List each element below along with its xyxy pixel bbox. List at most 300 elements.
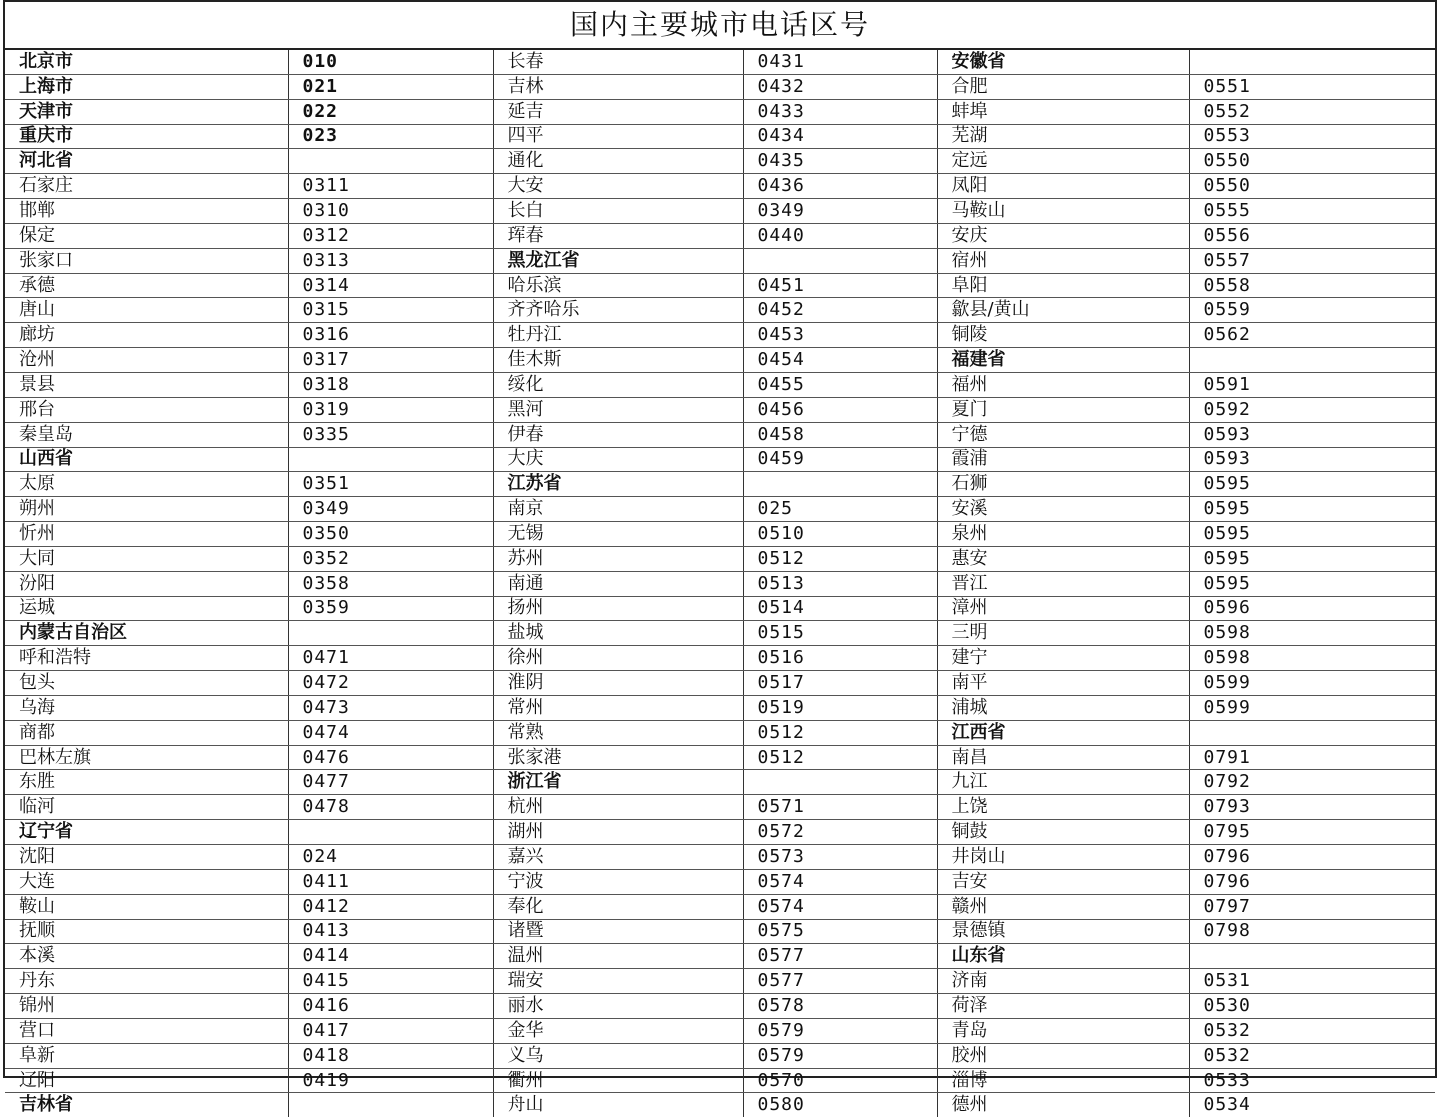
city-name-cell: 丽水 (493, 994, 743, 1019)
city-name-cell: 佳木斯 (493, 348, 743, 373)
area-code-cell: 0555 (1189, 199, 1435, 224)
table-row (5, 1043, 1435, 1068)
city-name-cell: 忻州 (5, 522, 288, 547)
area-code-cell: 0532 (1189, 1043, 1435, 1068)
city-name-cell: 芜湖 (937, 124, 1189, 149)
table-row (5, 348, 1435, 373)
area-code-cell (288, 1093, 493, 1117)
table-row (5, 695, 1435, 720)
table-row (5, 472, 1435, 497)
area-code-cell: 0550 (1189, 149, 1435, 174)
area-code-cell: 0579 (743, 1018, 937, 1043)
area-code-cell: 0473 (288, 695, 493, 720)
table-row (5, 994, 1435, 1019)
area-code-cell: 0415 (288, 969, 493, 994)
area-code-cell: 025 (743, 497, 937, 522)
city-name-cell: 金华 (493, 1018, 743, 1043)
city-name-cell: 青岛 (937, 1018, 1189, 1043)
table-row (5, 1068, 1435, 1093)
region-header-cell: 河北省 (5, 149, 288, 174)
table-row (5, 944, 1435, 969)
area-code-cell: 0593 (1189, 422, 1435, 447)
city-name-cell: 赣州 (937, 894, 1189, 919)
table-row (5, 894, 1435, 919)
city-name-cell: 阜阳 (937, 273, 1189, 298)
city-name-cell: 商都 (5, 720, 288, 745)
city-name-cell: 宁波 (493, 869, 743, 894)
city-name-cell: 歙县/黄山 (937, 298, 1189, 323)
city-name-cell: 锦州 (5, 994, 288, 1019)
region-header-cell: 辽宁省 (5, 820, 288, 845)
area-code-cell: 0595 (1189, 571, 1435, 596)
city-name-cell: 大连 (5, 869, 288, 894)
area-code-cell: 0552 (1189, 99, 1435, 124)
city-name-cell: 安溪 (937, 497, 1189, 522)
area-code-cell: 0577 (743, 969, 937, 994)
sheet-title: 国内主要城市电话区号 (5, 2, 1435, 50)
area-code-cell: 0795 (1189, 820, 1435, 845)
city-name-cell: 义乌 (493, 1043, 743, 1068)
region-header-cell: 黑龙江省 (493, 248, 743, 273)
area-code-cell: 0592 (1189, 397, 1435, 422)
city-name-cell: 徐州 (493, 646, 743, 671)
area-code-cell (288, 621, 493, 646)
area-code-cell: 0512 (743, 720, 937, 745)
city-name-cell: 大安 (493, 174, 743, 199)
city-name-cell: 运城 (5, 596, 288, 621)
area-code-cell: 0453 (743, 323, 937, 348)
area-code-cell: 0580 (743, 1093, 937, 1117)
table-row (5, 223, 1435, 248)
city-name-cell: 三明 (937, 621, 1189, 646)
city-name-cell: 九江 (937, 770, 1189, 795)
area-code-cell: 0796 (1189, 869, 1435, 894)
table-row (5, 795, 1435, 820)
table-row (5, 596, 1435, 621)
city-name-cell: 丹东 (5, 969, 288, 994)
area-code-cell: 0314 (288, 273, 493, 298)
table-row (5, 770, 1435, 795)
area-code-cell: 0792 (1189, 770, 1435, 795)
area-code-cell: 0532 (1189, 1018, 1435, 1043)
table-row (5, 74, 1435, 99)
city-name-cell: 舟山 (493, 1093, 743, 1117)
table-row (5, 720, 1435, 745)
city-name-cell: 盐城 (493, 621, 743, 646)
area-code-cell: 0316 (288, 323, 493, 348)
area-code-cell: 0534 (1203, 1094, 1251, 1116)
region-header-cell: 上海市 (5, 74, 288, 99)
table-row (5, 199, 1435, 224)
area-code-cell: 0476 (288, 745, 493, 770)
area-code-cell: 0477 (288, 770, 493, 795)
area-code-cell: 0431 (743, 50, 937, 74)
table-row (5, 174, 1435, 199)
area-code-cell: 0349 (743, 199, 937, 224)
city-name-cell: 浦城 (937, 695, 1189, 720)
region-header-cell: 天津市 (5, 99, 288, 124)
area-code-cell: 0313 (288, 248, 493, 273)
area-code-cell (743, 248, 937, 273)
city-name-cell: 保定 (5, 223, 288, 248)
area-code-cell: 0591 (1189, 372, 1435, 397)
city-name-cell: 铜鼓 (937, 820, 1189, 845)
area-code-cell (743, 770, 937, 795)
table-row (5, 248, 1435, 273)
city-name-cell: 井岗山 (937, 845, 1189, 870)
city-name-cell: 本溪 (5, 944, 288, 969)
table-row (5, 298, 1435, 323)
area-code-cell: 0335 (288, 422, 493, 447)
table-row (5, 447, 1435, 472)
table-row (5, 149, 1435, 174)
area-code-cell: 0351 (288, 472, 493, 497)
area-code-cell: 0797 (1189, 894, 1435, 919)
area-code-cell: 0456 (743, 397, 937, 422)
area-code-cell (288, 820, 493, 845)
region-header-cell: 山西省 (5, 447, 288, 472)
city-name-cell: 宿州 (937, 248, 1189, 273)
area-code-cell: 0514 (743, 596, 937, 621)
city-name-cell: 荷泽 (937, 994, 1189, 1019)
city-name-cell: 呼和浩特 (5, 646, 288, 671)
city-name-cell: 长春 (493, 50, 743, 74)
table-row (5, 745, 1435, 770)
region-header-cell: 吉林省 (5, 1093, 288, 1117)
city-name-cell: 鞍山 (5, 894, 288, 919)
area-code-cell: 0595 (1189, 497, 1435, 522)
area-code-cell (1189, 348, 1435, 373)
area-code-cell: 0510 (743, 522, 937, 547)
area-code-cell: 0516 (743, 646, 937, 671)
city-name-cell: 伊春 (493, 422, 743, 447)
area-code-cell: 0471 (288, 646, 493, 671)
table-row (5, 571, 1435, 596)
area-code-cell: 0531 (1189, 969, 1435, 994)
region-header-cell: 安徽省 (937, 50, 1189, 74)
city-name-cell: 齐齐哈乐 (493, 298, 743, 323)
area-code-cell: 0474 (288, 720, 493, 745)
city-name-cell: 马鞍山 (937, 199, 1189, 224)
city-name-cell: 瑞安 (493, 969, 743, 994)
city-name-cell: 张家口 (5, 248, 288, 273)
region-header-cell: 山东省 (937, 944, 1189, 969)
city-name-cell: 铜陵 (937, 323, 1189, 348)
area-code-cell: 0598 (1189, 621, 1435, 646)
area-code-cell: 0575 (743, 919, 937, 944)
area-code-cell (288, 149, 493, 174)
area-code-cell: 0596 (1189, 596, 1435, 621)
area-code-cell: 0533 (1189, 1068, 1435, 1093)
city-name-cell: 包头 (5, 671, 288, 696)
area-code-cell: 0791 (1189, 745, 1435, 770)
city-name-cell: 蚌埠 (937, 99, 1189, 124)
city-name-cell: 温州 (493, 944, 743, 969)
table-row (5, 124, 1435, 149)
area-code-cell: 0435 (743, 149, 937, 174)
area-code-cell: 0793 (1189, 795, 1435, 820)
city-name-cell: 胶州 (937, 1043, 1189, 1068)
table-row (5, 273, 1435, 298)
area-code-cell: 0593 (1189, 447, 1435, 472)
area-code-cell: 0350 (288, 522, 493, 547)
city-name-cell: 凤阳 (937, 174, 1189, 199)
city-name-cell: 安庆 (937, 223, 1189, 248)
table-row (5, 621, 1435, 646)
city-name-cell: 淮阴 (493, 671, 743, 696)
city-name-cell: 秦皇岛 (5, 422, 288, 447)
area-code-cell: 0452 (743, 298, 937, 323)
city-name-cell: 唐山 (5, 298, 288, 323)
city-name-cell: 吉林 (493, 74, 743, 99)
city-name-cell: 吉安 (937, 869, 1189, 894)
city-name-cell: 沧州 (5, 348, 288, 373)
city-name-cell: 珲春 (493, 223, 743, 248)
city-name-cell: 廊坊 (5, 323, 288, 348)
area-code-cell: 0574 (743, 894, 937, 919)
city-name-cell: 辽阳 (5, 1068, 288, 1093)
city-name-cell: 苏州 (493, 546, 743, 571)
city-name-cell: 德州 (937, 1093, 1189, 1117)
area-code-cell: 0436 (743, 174, 937, 199)
area-code-cell: 0311 (288, 174, 493, 199)
area-code-cell: 0454 (743, 348, 937, 373)
city-name-cell: 绥化 (493, 372, 743, 397)
city-name-cell: 承德 (5, 273, 288, 298)
area-code-cell: 0352 (288, 546, 493, 571)
area-code-cell: 0416 (288, 994, 493, 1019)
city-name-cell: 无锡 (493, 522, 743, 547)
area-code-cell: 0556 (1189, 223, 1435, 248)
area-code-cell: 0358 (288, 571, 493, 596)
city-name-cell: 杭州 (493, 795, 743, 820)
city-name-cell: 嘉兴 (493, 845, 743, 870)
area-code-cell: 0595 (1189, 472, 1435, 497)
area-code-cell: 0317 (288, 348, 493, 373)
area-code-cell: 0512 (743, 745, 937, 770)
city-name-cell: 长白 (493, 199, 743, 224)
area-code-cell: 0577 (743, 944, 937, 969)
city-name-cell: 霞浦 (937, 447, 1189, 472)
city-name-cell: 惠安 (937, 546, 1189, 571)
table-row (5, 372, 1435, 397)
area-code-cell: 023 (288, 124, 493, 149)
area-code-cell: 0417 (288, 1018, 493, 1043)
area-code-cell: 0478 (288, 795, 493, 820)
area-code-cell: 0796 (1189, 845, 1435, 870)
area-code-sheet (3, 0, 1437, 1116)
city-name-cell: 济南 (937, 969, 1189, 994)
table-row (5, 869, 1435, 894)
area-code-cell: 0572 (743, 820, 937, 845)
table-row (5, 845, 1435, 870)
city-name-cell: 巴林左旗 (5, 745, 288, 770)
area-code-cell: 0412 (288, 894, 493, 919)
area-code-cell: 0557 (1189, 248, 1435, 273)
city-name-cell: 沈阳 (5, 845, 288, 870)
area-code-cell: 022 (288, 99, 493, 124)
region-header-cell: 江西省 (937, 720, 1189, 745)
table-row (5, 671, 1435, 696)
area-code-cell (1189, 50, 1435, 74)
city-name-cell: 阜新 (5, 1043, 288, 1068)
table-body (5, 50, 1435, 1117)
area-code-cell (743, 472, 937, 497)
area-code-cell (288, 447, 493, 472)
table-row (5, 969, 1435, 994)
area-code-cell: 0570 (743, 1068, 937, 1093)
area-code-cell: 0318 (288, 372, 493, 397)
table-row (5, 919, 1435, 944)
area-code-cell: 0451 (743, 273, 937, 298)
area-code-cell: 021 (288, 74, 493, 99)
city-name-cell: 南通 (493, 571, 743, 596)
area-code-cell: 0458 (743, 422, 937, 447)
city-name-cell: 福州 (937, 372, 1189, 397)
area-code-cell: 0413 (288, 919, 493, 944)
table-row (5, 1093, 1435, 1117)
area-code-cell: 0599 (1189, 695, 1435, 720)
area-code-cell: 0418 (288, 1043, 493, 1068)
city-name-cell: 东胜 (5, 770, 288, 795)
city-name-cell: 延吉 (493, 99, 743, 124)
city-name-cell: 营口 (5, 1018, 288, 1043)
area-code-cell: 0315 (288, 298, 493, 323)
area-code-cell: 024 (288, 845, 493, 870)
area-code-cell: 0440 (743, 223, 937, 248)
area-code-cell: 0319 (288, 397, 493, 422)
area-code-cell: 0359 (288, 596, 493, 621)
region-header-cell: 重庆市 (5, 124, 288, 149)
city-name-cell: 张家港 (493, 745, 743, 770)
area-code-cell: 0310 (288, 199, 493, 224)
city-name-cell: 上饶 (937, 795, 1189, 820)
city-name-cell: 泉州 (937, 522, 1189, 547)
area-code-cell (1189, 720, 1435, 745)
city-name-cell: 汾阳 (5, 571, 288, 596)
city-name-cell: 四平 (493, 124, 743, 149)
area-code-cell: 0562 (1189, 323, 1435, 348)
area-code-cell: 0349 (288, 497, 493, 522)
area-code-cell: 0578 (743, 994, 937, 1019)
area-code-cell: 0312 (288, 223, 493, 248)
area-code-cell: 0558 (1189, 273, 1435, 298)
area-code-cell: 0419 (288, 1068, 493, 1093)
table-row (5, 497, 1435, 522)
area-code-cell: 0550 (1189, 174, 1435, 199)
table-row (5, 522, 1435, 547)
region-header-cell: 江苏省 (493, 472, 743, 497)
city-name-cell: 诸暨 (493, 919, 743, 944)
city-name-cell: 湖州 (493, 820, 743, 845)
area-code-cell: 0573 (743, 845, 937, 870)
area-code-cell: 0553 (1189, 124, 1435, 149)
area-code-cell: 0512 (743, 546, 937, 571)
city-name-cell: 常州 (493, 695, 743, 720)
area-code-cell: 0595 (1189, 546, 1435, 571)
area-code-cell: 0432 (743, 74, 937, 99)
area-code-cell: 0515 (743, 621, 937, 646)
area-code-cell: 0434 (743, 124, 937, 149)
city-name-cell: 乌海 (5, 695, 288, 720)
city-name-cell: 常熟 (493, 720, 743, 745)
region-header-cell: 浙江省 (493, 770, 743, 795)
city-name-cell: 景德镇 (937, 919, 1189, 944)
table-row (5, 397, 1435, 422)
city-name-cell: 邢台 (5, 397, 288, 422)
area-code-cell (1189, 944, 1435, 969)
city-name-cell: 南京 (493, 497, 743, 522)
region-header-cell: 北京市 (5, 50, 288, 74)
area-code-cell: 0433 (743, 99, 937, 124)
city-name-cell: 石家庄 (5, 174, 288, 199)
city-name-cell: 通化 (493, 149, 743, 174)
city-name-cell: 宁德 (937, 422, 1189, 447)
area-code-cell: 0472 (288, 671, 493, 696)
city-name-cell: 定远 (937, 149, 1189, 174)
area-code-cell: 0455 (743, 372, 937, 397)
city-name-cell: 南平 (937, 671, 1189, 696)
table-row (5, 422, 1435, 447)
table-row (5, 546, 1435, 571)
area-code-cell: 0598 (1189, 646, 1435, 671)
city-name-cell: 抚顺 (5, 919, 288, 944)
city-name-cell: 衢州 (493, 1068, 743, 1093)
table-row (5, 323, 1435, 348)
area-code-cell: 0414 (288, 944, 493, 969)
city-name-cell: 景县 (5, 372, 288, 397)
city-name-cell: 朔州 (5, 497, 288, 522)
city-name-cell: 合肥 (937, 74, 1189, 99)
area-code-cell: 0551 (1189, 74, 1435, 99)
city-name-cell: 哈乐滨 (493, 273, 743, 298)
city-name-cell: 邯郸 (5, 199, 288, 224)
city-name-cell: 南昌 (937, 745, 1189, 770)
city-name-cell: 奉化 (493, 894, 743, 919)
city-name-cell: 大同 (5, 546, 288, 571)
area-code-cell: 0519 (743, 695, 937, 720)
area-code-cell: 010 (288, 50, 493, 74)
area-code-cell: 0513 (743, 571, 937, 596)
city-name-cell: 黑河 (493, 397, 743, 422)
area-code-cell: 0574 (743, 869, 937, 894)
area-code-cell: 0459 (743, 447, 937, 472)
area-code-table (5, 50, 1435, 1117)
city-name-cell: 淄博 (937, 1068, 1189, 1093)
city-name-cell: 晋江 (937, 571, 1189, 596)
area-code-cell: 0571 (743, 795, 937, 820)
area-code-cell: 0530 (1189, 994, 1435, 1019)
area-code-cell: 0599 (1189, 671, 1435, 696)
city-name-cell: 漳州 (937, 596, 1189, 621)
city-name-cell: 太原 (5, 472, 288, 497)
area-code-cell: 0798 (1189, 919, 1435, 944)
city-name-cell: 建宁 (937, 646, 1189, 671)
table-row (5, 646, 1435, 671)
table-row (5, 820, 1435, 845)
table-row (5, 50, 1435, 74)
city-name-cell: 石狮 (937, 472, 1189, 497)
area-code-cell: 0579 (743, 1043, 937, 1068)
region-header-cell: 内蒙古自治区 (5, 621, 288, 646)
city-name-cell: 大庆 (493, 447, 743, 472)
area-code-cell: 0595 (1189, 522, 1435, 547)
city-name-cell: 夏门 (937, 397, 1189, 422)
city-name-cell: 扬州 (493, 596, 743, 621)
area-code-cell: 0517 (743, 671, 937, 696)
table-row (5, 1018, 1435, 1043)
region-header-cell: 福建省 (937, 348, 1189, 373)
